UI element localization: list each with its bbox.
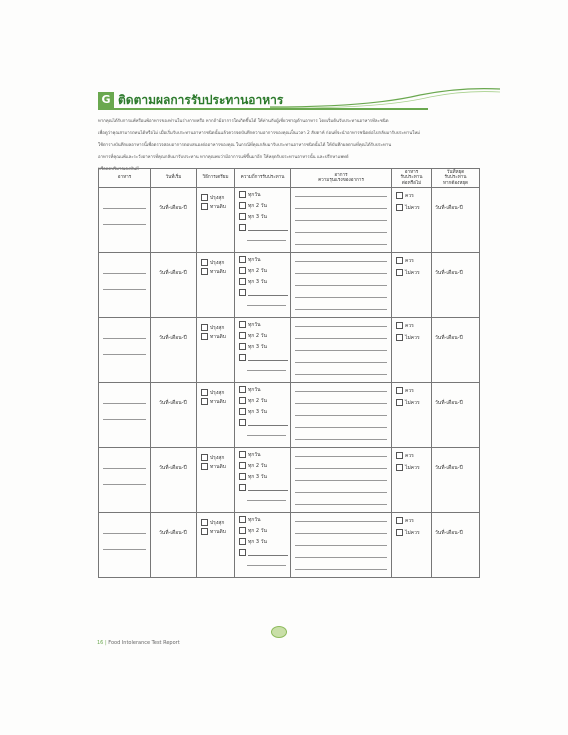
writing-line bbox=[103, 419, 146, 420]
checkbox[interactable] bbox=[396, 529, 403, 536]
checkbox[interactable] bbox=[239, 462, 246, 469]
continue-option[interactable] bbox=[396, 204, 420, 211]
frequency-option-label: ทุกวัน bbox=[248, 192, 261, 198]
writing-line bbox=[247, 565, 286, 566]
checkbox[interactable] bbox=[239, 343, 246, 350]
writing-line bbox=[247, 305, 286, 306]
continue-option[interactable] bbox=[396, 517, 414, 524]
frequency-option[interactable] bbox=[239, 516, 261, 523]
writing-line bbox=[295, 196, 387, 197]
writing-line bbox=[295, 362, 387, 363]
checkbox[interactable] bbox=[239, 321, 246, 328]
frequency-option-label: ทุก 3 วัน bbox=[248, 344, 267, 350]
symptoms-cell[interactable] bbox=[291, 188, 392, 253]
checkbox[interactable] bbox=[396, 269, 403, 276]
prep-option[interactable] bbox=[201, 268, 226, 275]
frequency-option-label: ทุก 2 วัน bbox=[248, 333, 267, 339]
continue-option[interactable] bbox=[396, 322, 414, 329]
writing-line bbox=[103, 403, 146, 404]
title-underline bbox=[98, 108, 428, 110]
checkbox[interactable] bbox=[239, 484, 246, 491]
continue-option[interactable] bbox=[396, 257, 414, 264]
prep-option-label: ทานดิบ bbox=[210, 464, 226, 470]
continue-option[interactable] bbox=[396, 464, 420, 471]
continue-cell bbox=[392, 513, 432, 578]
preparation-cell bbox=[197, 383, 235, 448]
start-date-cell[interactable] bbox=[151, 188, 197, 253]
checkbox[interactable] bbox=[201, 203, 208, 210]
frequency-option-label: ทุก 3 วัน bbox=[248, 279, 267, 285]
writing-line bbox=[295, 415, 387, 416]
intro-paragraph-1: หากคุณได้รับการแพ้หรือแพ้อาหารของท่านในร่างกายหรือ หากถ้ามีอาการใดเกิดขึ้นได้ ให้ท่านกับผู้เชี่ยวชาญด้านอาหาร โดยเริ่มต้นรับประทานอาหารทีละชนิด bbox=[98, 119, 389, 124]
start-date-cell[interactable] bbox=[151, 383, 197, 448]
preparation-cell bbox=[197, 513, 235, 578]
writing-line bbox=[103, 208, 146, 209]
section-title: ติดตามผลการรับประทานอาหาร bbox=[118, 93, 284, 107]
prep-option-label: ทานดิบ bbox=[210, 269, 226, 275]
frequency-option[interactable] bbox=[239, 451, 261, 458]
writing-line bbox=[247, 370, 286, 371]
date-format-label: วันที่-เดือน-ปี bbox=[435, 400, 463, 406]
checkbox[interactable] bbox=[239, 516, 246, 523]
prep-option[interactable] bbox=[201, 203, 226, 210]
food-cell[interactable] bbox=[99, 318, 151, 383]
intro-paragraph-5: หรือลดปริมาณลงทันที bbox=[98, 167, 139, 172]
checkbox[interactable] bbox=[396, 387, 403, 394]
writing-line bbox=[295, 391, 387, 392]
checkbox[interactable] bbox=[239, 289, 246, 296]
writing-line bbox=[103, 224, 146, 225]
continue-cell bbox=[392, 188, 432, 253]
writing-line bbox=[295, 439, 387, 440]
other-blank-line[interactable] bbox=[248, 486, 288, 491]
prep-option-label: ทานดิบ bbox=[210, 399, 226, 405]
symptoms-cell[interactable] bbox=[291, 318, 392, 383]
checkbox[interactable] bbox=[239, 191, 246, 198]
checkbox[interactable] bbox=[201, 324, 208, 331]
report-title: Food Intolerance Test Report bbox=[108, 640, 180, 646]
writing-line bbox=[295, 569, 387, 570]
checkbox[interactable] bbox=[201, 389, 208, 396]
food-cell[interactable] bbox=[99, 383, 151, 448]
continue-option-label: ไม่ควร bbox=[405, 335, 420, 341]
start-date-cell[interactable] bbox=[151, 513, 197, 578]
checkbox[interactable] bbox=[239, 256, 246, 263]
prep-option[interactable] bbox=[201, 454, 224, 461]
frequency-option-label: ทุก 2 วัน bbox=[248, 268, 267, 274]
writing-line bbox=[295, 338, 387, 339]
prep-option-label: ปรุงสุก bbox=[210, 520, 225, 526]
writing-line bbox=[295, 297, 387, 298]
continue-option-label: ควร bbox=[405, 518, 414, 524]
checkbox[interactable] bbox=[239, 549, 246, 556]
continue-option-label: ควร bbox=[405, 193, 414, 199]
symptoms-cell[interactable] bbox=[291, 513, 392, 578]
prep-option-label: ปรุงสุก bbox=[210, 325, 225, 331]
header-symptoms: อาการ ความรุนแรงของอาการ bbox=[291, 169, 392, 188]
preparation-cell bbox=[197, 253, 235, 318]
continue-option[interactable] bbox=[396, 387, 414, 394]
continue-option[interactable] bbox=[396, 334, 420, 341]
frequency-cell bbox=[235, 513, 291, 578]
date-format-label: วันที่-เดือน-ปี bbox=[159, 465, 187, 471]
writing-line bbox=[295, 220, 387, 221]
continue-option-label: ควร bbox=[405, 258, 414, 264]
prep-option[interactable] bbox=[201, 194, 224, 201]
checkbox[interactable] bbox=[239, 451, 246, 458]
prep-option[interactable] bbox=[201, 259, 224, 266]
frequency-option[interactable] bbox=[239, 473, 267, 480]
stop-date-cell[interactable] bbox=[432, 188, 480, 253]
writing-line bbox=[295, 492, 387, 493]
intro-paragraph-4: อาหารที่คุณแพ้และระวังอาหารที่คุณกลับมารับประทาน หากคุณพบว่ามีอาการแพ้ขึ้นมาอีก ให้หยุดรับประทานอาหารนั้น และปรึกษาแพทย์ bbox=[98, 155, 349, 160]
checkbox[interactable] bbox=[239, 267, 246, 274]
frequency-option[interactable] bbox=[239, 462, 267, 469]
continue-option-label: ไม่ควร bbox=[405, 400, 420, 406]
table-row bbox=[99, 188, 480, 253]
header-frequency: ความถี่การรับประทาน bbox=[235, 169, 291, 188]
writing-line bbox=[103, 533, 146, 534]
writing-line bbox=[295, 374, 387, 375]
checkbox[interactable] bbox=[239, 397, 246, 404]
frequency-option-label: ทุก 2 วัน bbox=[248, 398, 267, 404]
frequency-option[interactable] bbox=[239, 278, 267, 285]
continue-option[interactable] bbox=[396, 269, 420, 276]
frequency-option[interactable] bbox=[239, 191, 261, 198]
stop-date-cell[interactable] bbox=[432, 513, 480, 578]
checkbox[interactable] bbox=[239, 386, 246, 393]
writing-line bbox=[295, 309, 387, 310]
prep-option-label: ทานดิบ bbox=[210, 204, 226, 210]
food-cell[interactable] bbox=[99, 188, 151, 253]
table-row bbox=[99, 448, 480, 513]
frequency-other-option[interactable] bbox=[239, 419, 288, 426]
frequency-other-option[interactable] bbox=[239, 289, 288, 296]
frequency-option-label: ทุก 3 วัน bbox=[248, 409, 267, 415]
header-continue: อาหาร รับประทาน ต่อหรือไม่ bbox=[392, 169, 432, 188]
stop-date-cell[interactable] bbox=[432, 383, 480, 448]
preparation-cell bbox=[197, 448, 235, 513]
checkbox[interactable] bbox=[201, 463, 208, 470]
writing-line bbox=[295, 545, 387, 546]
checkbox[interactable] bbox=[201, 454, 208, 461]
writing-line bbox=[295, 273, 387, 274]
intro-paragraph-2: เพื่อดูว่าคุณสามารถทนได้หรือไม่ เมื่อเริ่มรับประทานอาหารชนิดนั้นแล้วควรจดบันทึกความอาการของคุณเป็นเวลา 2 สัปดาห์ ก่อนที่จะนำอาหารชนิดต่อไปกลับมารับประทานใหม่ bbox=[98, 131, 420, 136]
frequency-cell bbox=[235, 188, 291, 253]
date-format-label: วันที่-เดือน-ปี bbox=[435, 335, 463, 341]
continue-option[interactable] bbox=[396, 192, 414, 199]
header-food: อาหาร bbox=[99, 169, 151, 188]
food-cell[interactable] bbox=[99, 513, 151, 578]
frequency-option-label: ทุกวัน bbox=[248, 387, 261, 393]
checkbox[interactable] bbox=[239, 419, 246, 426]
checkbox[interactable] bbox=[239, 473, 246, 480]
frequency-option[interactable] bbox=[239, 538, 267, 545]
writing-line bbox=[295, 403, 387, 404]
writing-line bbox=[103, 484, 146, 485]
checkbox[interactable] bbox=[239, 332, 246, 339]
frequency-other-option[interactable] bbox=[239, 484, 288, 491]
checkbox[interactable] bbox=[201, 194, 208, 201]
continue-option-label: ควร bbox=[405, 323, 414, 329]
prep-option-label: ปรุงสุก bbox=[210, 260, 225, 266]
food-cell[interactable] bbox=[99, 448, 151, 513]
prep-option[interactable] bbox=[201, 324, 224, 331]
continue-option[interactable] bbox=[396, 399, 420, 406]
table-header-row bbox=[99, 169, 480, 188]
frequency-option[interactable] bbox=[239, 202, 267, 209]
table-row bbox=[99, 513, 480, 578]
other-blank-line[interactable] bbox=[248, 551, 288, 556]
prep-option-label: ปรุงสุก bbox=[210, 195, 225, 201]
writing-line bbox=[295, 427, 387, 428]
writing-line bbox=[295, 326, 387, 327]
checkbox[interactable] bbox=[201, 268, 208, 275]
date-format-label: วันที่-เดือน-ปี bbox=[435, 530, 463, 536]
writing-line bbox=[103, 338, 146, 339]
preparation-cell bbox=[197, 318, 235, 383]
writing-line bbox=[295, 521, 387, 522]
stop-date-cell[interactable] bbox=[432, 253, 480, 318]
frequency-option-label: ทุก 2 วัน bbox=[248, 203, 267, 209]
checkbox[interactable] bbox=[239, 538, 246, 545]
other-blank-line[interactable] bbox=[248, 226, 288, 231]
frequency-option[interactable] bbox=[239, 397, 267, 404]
writing-line bbox=[295, 533, 387, 534]
continue-option-label: ไม่ควร bbox=[405, 270, 420, 276]
frequency-option-label: ทุกวัน bbox=[248, 517, 261, 523]
frequency-option[interactable] bbox=[239, 267, 267, 274]
food-cell[interactable] bbox=[99, 253, 151, 318]
writing-line bbox=[103, 354, 146, 355]
stop-date-cell[interactable] bbox=[432, 448, 480, 513]
preparation-cell bbox=[197, 188, 235, 253]
prep-option[interactable] bbox=[201, 463, 226, 470]
frequency-option-label: ทุกวัน bbox=[248, 257, 261, 263]
frequency-option-label: ทุกวัน bbox=[248, 452, 261, 458]
checkbox[interactable] bbox=[239, 224, 246, 231]
frequency-option[interactable] bbox=[239, 213, 267, 220]
table-row bbox=[99, 383, 480, 448]
header-preparation: วิธีการเตรียม bbox=[197, 169, 235, 188]
prep-option[interactable] bbox=[201, 398, 226, 405]
date-format-label: วันที่-เดือน-ปี bbox=[435, 465, 463, 471]
symptoms-cell[interactable] bbox=[291, 253, 392, 318]
frequency-option-label: ทุก 3 วัน bbox=[248, 539, 267, 545]
frequency-option-label: ทุก 2 วัน bbox=[248, 528, 267, 534]
continue-cell bbox=[392, 448, 432, 513]
frequency-option[interactable] bbox=[239, 386, 261, 393]
continue-cell bbox=[392, 253, 432, 318]
date-format-label: วันที่-เดือน-ปี bbox=[435, 270, 463, 276]
checkbox[interactable] bbox=[396, 334, 403, 341]
continue-option-label: ควร bbox=[405, 388, 414, 394]
frequency-other-option[interactable] bbox=[239, 549, 288, 556]
checkbox[interactable] bbox=[201, 528, 208, 535]
date-format-label: วันที่-เดือน-ปี bbox=[159, 205, 187, 211]
writing-line bbox=[103, 273, 146, 274]
checkbox[interactable] bbox=[239, 408, 246, 415]
page-number: 16 bbox=[97, 640, 104, 646]
writing-line bbox=[295, 244, 387, 245]
date-format-label: วันที่-เดือน-ปี bbox=[159, 270, 187, 276]
other-blank-line[interactable] bbox=[248, 291, 288, 296]
date-format-label: วันที่-เดือน-ปี bbox=[159, 530, 187, 536]
checkbox[interactable] bbox=[396, 257, 403, 264]
writing-line bbox=[103, 549, 146, 550]
writing-line bbox=[295, 350, 387, 351]
prep-option-label: ทานดิบ bbox=[210, 334, 226, 340]
start-date-cell[interactable] bbox=[151, 448, 197, 513]
checkbox[interactable] bbox=[239, 354, 246, 361]
frequency-option[interactable] bbox=[239, 343, 267, 350]
prep-option-label: ทานดิบ bbox=[210, 529, 226, 535]
date-format-label: วันที่-เดือน-ปี bbox=[159, 400, 187, 406]
title-decoration-curve bbox=[270, 87, 500, 109]
prep-option[interactable] bbox=[201, 519, 224, 526]
date-format-label: วันที่-เดือน-ปี bbox=[159, 335, 187, 341]
writing-line bbox=[295, 261, 387, 262]
checkbox[interactable] bbox=[396, 192, 403, 199]
checkbox[interactable] bbox=[396, 517, 403, 524]
frequency-option-label: ทุกวัน bbox=[248, 322, 261, 328]
writing-line bbox=[295, 480, 387, 481]
symptoms-cell[interactable] bbox=[291, 448, 392, 513]
frequency-option-label: ทุก 3 วัน bbox=[248, 214, 267, 220]
prep-option-label: ปรุงสุก bbox=[210, 390, 225, 396]
symptoms-cell[interactable] bbox=[291, 383, 392, 448]
frequency-option[interactable] bbox=[239, 527, 267, 534]
footer-separator: | bbox=[104, 640, 107, 646]
start-date-cell[interactable] bbox=[151, 318, 197, 383]
continue-option[interactable] bbox=[396, 529, 420, 536]
header-stop-date: วันที่หยุด รับประทาน หากต้องหยุด bbox=[432, 169, 480, 188]
frequency-option[interactable] bbox=[239, 321, 261, 328]
checkbox[interactable] bbox=[201, 259, 208, 266]
writing-line bbox=[247, 240, 286, 241]
frequency-cell bbox=[235, 253, 291, 318]
food-log-table bbox=[98, 168, 480, 578]
writing-line bbox=[295, 504, 387, 505]
checkbox[interactable] bbox=[396, 322, 403, 329]
frequency-option[interactable] bbox=[239, 256, 261, 263]
frequency-option-label: ทุก 3 วัน bbox=[248, 474, 267, 480]
checkbox[interactable] bbox=[201, 519, 208, 526]
frequency-option-label: ทุก 2 วัน bbox=[248, 463, 267, 469]
writing-line bbox=[295, 557, 387, 558]
continue-option-label: ควร bbox=[405, 453, 414, 459]
table-row bbox=[99, 253, 480, 318]
prep-option[interactable] bbox=[201, 528, 226, 535]
section-letter-badge: G bbox=[98, 92, 114, 108]
other-blank-line[interactable] bbox=[248, 356, 288, 361]
writing-line bbox=[247, 435, 286, 436]
checkbox[interactable] bbox=[396, 399, 403, 406]
frequency-other-option[interactable] bbox=[239, 224, 288, 231]
start-date-cell[interactable] bbox=[151, 253, 197, 318]
checkbox[interactable] bbox=[239, 213, 246, 220]
table-row bbox=[99, 318, 480, 383]
frequency-cell bbox=[235, 383, 291, 448]
footer bbox=[97, 640, 180, 646]
checkbox[interactable] bbox=[396, 452, 403, 459]
checkbox[interactable] bbox=[201, 333, 208, 340]
writing-line bbox=[295, 285, 387, 286]
checkbox[interactable] bbox=[239, 278, 246, 285]
intro-paragraph-3: ใช้ตารางบันทึกผลอาหารนี้เพื่อตรวจสอบอาการตอบสนองต่ออาหารของคุณ ในกรณีที่คุณกลับมารับประทานอาหารชนิดนั้นได้ ให้บันทึกผลตามที่คุณได้รับประทาน bbox=[98, 143, 392, 148]
writing-line bbox=[247, 500, 286, 501]
writing-line bbox=[103, 289, 146, 290]
frequency-other-option[interactable] bbox=[239, 354, 288, 361]
continue-cell bbox=[392, 383, 432, 448]
header-start-date: วันที่เริ่ม bbox=[151, 169, 197, 188]
frequency-cell bbox=[235, 448, 291, 513]
checkbox[interactable] bbox=[396, 204, 403, 211]
continue-cell bbox=[392, 318, 432, 383]
other-blank-line[interactable] bbox=[248, 421, 288, 426]
prep-option[interactable] bbox=[201, 389, 224, 396]
checkbox[interactable] bbox=[201, 398, 208, 405]
frequency-option[interactable] bbox=[239, 408, 267, 415]
continue-option-label: ไม่ควร bbox=[405, 465, 420, 471]
footer-logo bbox=[271, 626, 287, 638]
writing-line bbox=[103, 468, 146, 469]
frequency-option[interactable] bbox=[239, 332, 267, 339]
checkbox[interactable] bbox=[239, 527, 246, 534]
writing-line bbox=[295, 208, 387, 209]
date-format-label: วันที่-เดือน-ปี bbox=[435, 205, 463, 211]
checkbox[interactable] bbox=[239, 202, 246, 209]
prep-option[interactable] bbox=[201, 333, 226, 340]
writing-line bbox=[295, 232, 387, 233]
writing-line bbox=[295, 456, 387, 457]
checkbox[interactable] bbox=[396, 464, 403, 471]
continue-option[interactable] bbox=[396, 452, 414, 459]
continue-option-label: ไม่ควร bbox=[405, 205, 420, 211]
stop-date-cell[interactable] bbox=[432, 318, 480, 383]
frequency-cell bbox=[235, 318, 291, 383]
table-body bbox=[99, 188, 480, 578]
writing-line bbox=[295, 468, 387, 469]
continue-option-label: ไม่ควร bbox=[405, 530, 420, 536]
prep-option-label: ปรุงสุก bbox=[210, 455, 225, 461]
